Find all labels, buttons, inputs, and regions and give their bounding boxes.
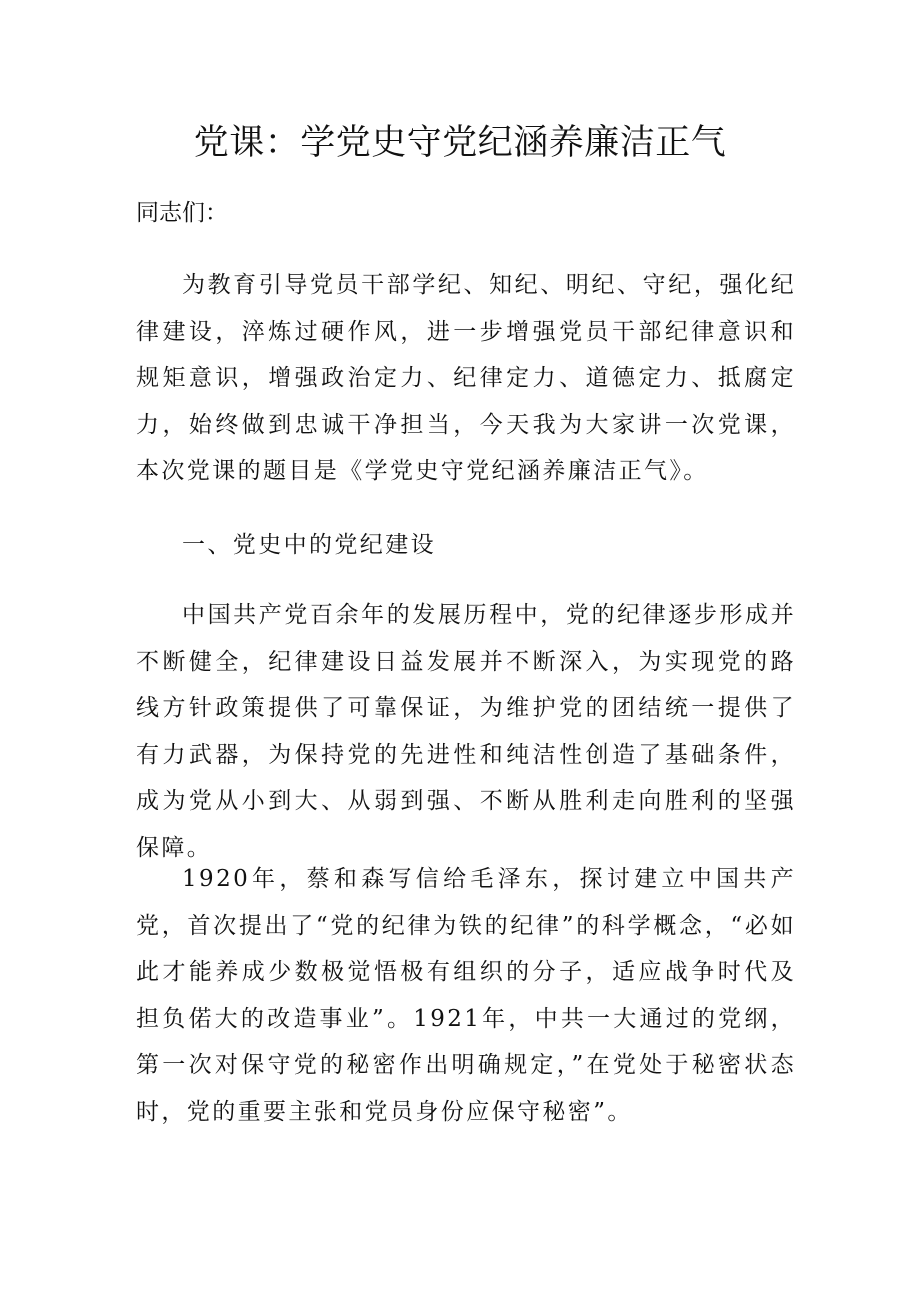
paragraph-history: 中国共产党百余年的发展历程中，党的纪律逐步形成并不断健全，纪律建设日益发展并不断深入，为实现党的路线方针政策提供了可靠保证，为维护党的团结统一提供了有力武器，为保持党的先进性和纯洁性创造了基础条件，成为党从小到大、从弱到强、不断从胜利走向胜利的坚强保障。	[136, 602, 796, 861]
salutation: 同志们：	[136, 200, 228, 226]
paragraph-1920: 1920年，蔡和森写信给毛泽东，探讨建立中国共产党，首次提出了“党的纪律为铁的纪律”的科学概念，“必如此才能养成少数极觉悟极有组织的分子，适应战争时代及担负偌大的改造事业”。1921年，中共一大通过的党纲，第一次对保守党的秘密作出明确规定，”在党处于秘密状态时，党的重要主张和党员身份应保守秘密”。	[136, 866, 796, 1125]
document-title: 党课：学党史守党纪涵养廉洁正气	[193, 123, 727, 163]
section-heading: 一、党史中的党纪建设	[182, 532, 436, 558]
paragraph-intro: 为教育引导党员干部学纪、知纪、明纪、守纪，强化纪律建设，淬炼过硬作风，进一步增强党员干部纪律意识和规矩意识，增强政治定力、纪律定力、道德定力、抵腐定力，始终做到忠诚干净担当，今天我为大家讲一次党课，本次党课的题目是《学党史守党纪涵养廉洁正气》。	[136, 272, 796, 484]
